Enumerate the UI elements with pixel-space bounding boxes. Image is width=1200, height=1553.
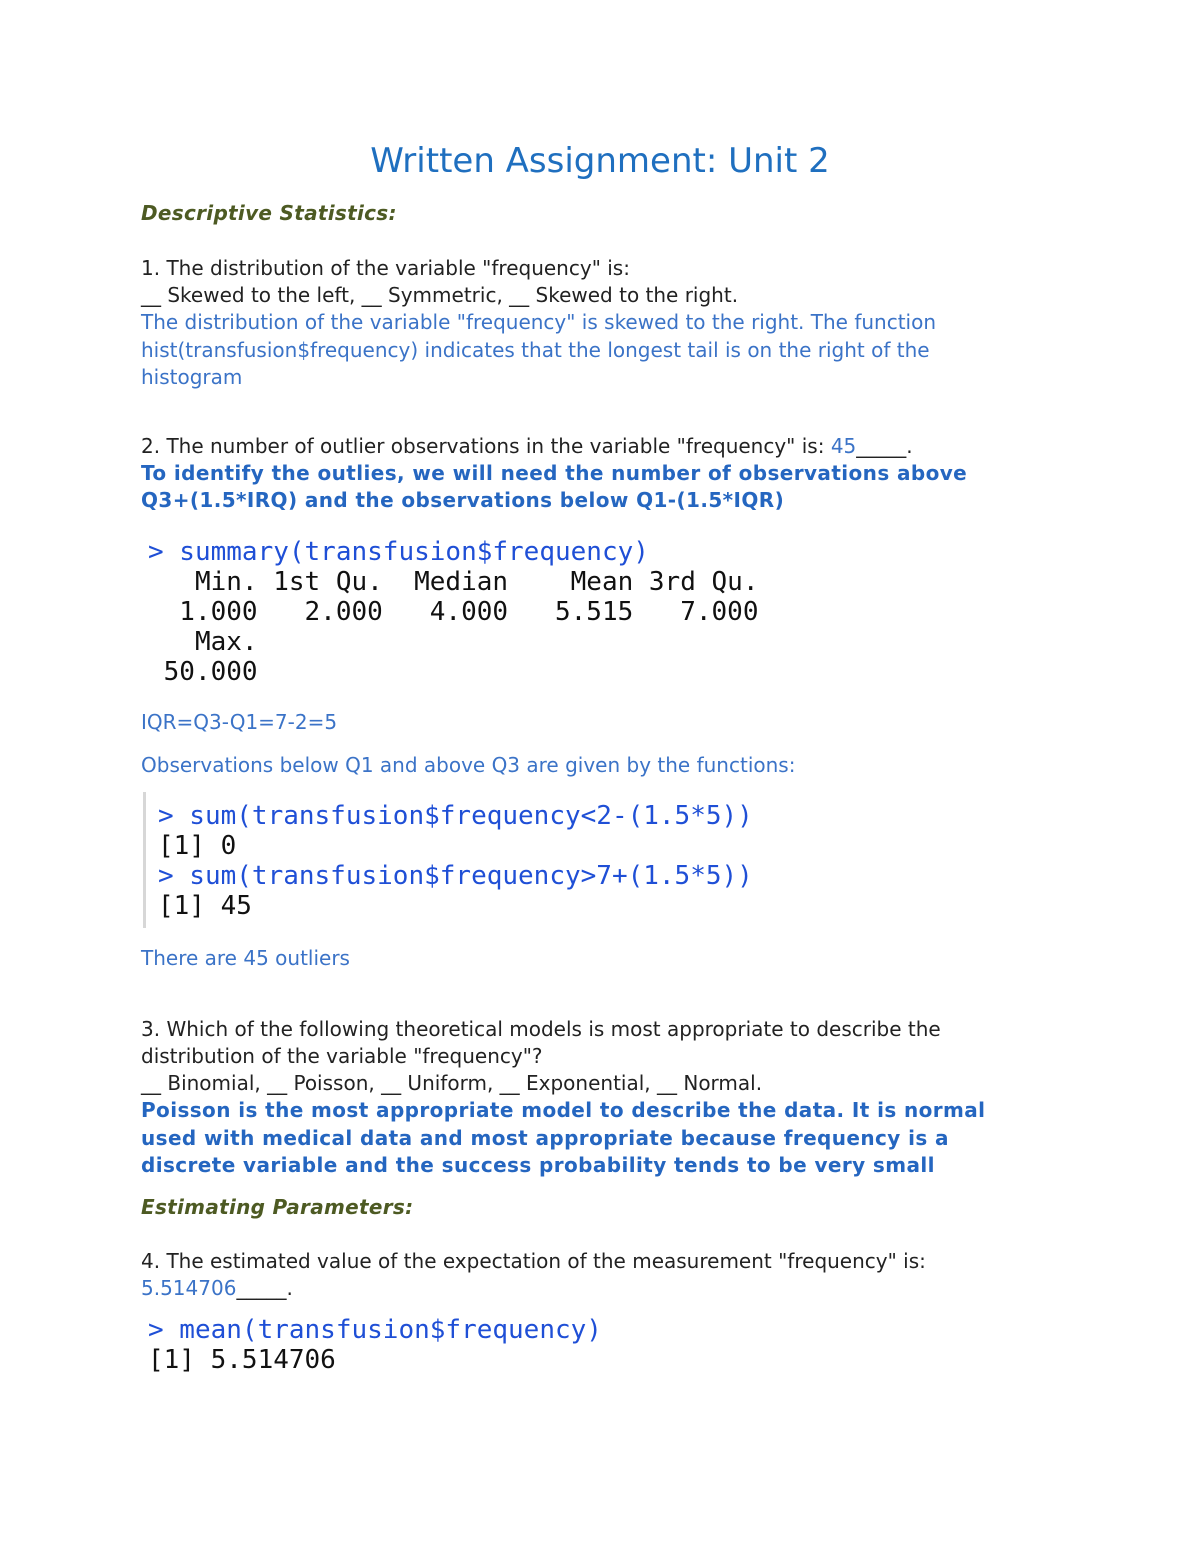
summary-code-block: [148, 537, 758, 687]
question-3-line-2: distribution of the variable "frequency"?: [141, 1044, 543, 1068]
question-1: 1. The distribution of the variable "frequency" is:: [141, 256, 630, 280]
question-2: [141, 433, 913, 460]
section-heading-descriptive: Descriptive Statistics:: [141, 201, 397, 225]
answer-3-line-2: used with medical data and most appropriate because frequency is a: [141, 1126, 949, 1150]
answer-2-value: 45: [830, 434, 857, 458]
answer-3-line-3: discrete variable and the success probability tends to be very small: [141, 1153, 935, 1177]
mean-code-block: [148, 1315, 602, 1375]
answer-2-blank: _____.: [856, 434, 913, 458]
summary-values-1: 1.000 2.000 4.000 5.515 7.000: [148, 597, 759, 627]
mean-output: [1] 5.514706: [148, 1345, 336, 1375]
answer-1-line-1: The distribution of the variable "frequency" is skewed to the right. The function: [141, 310, 937, 334]
question-3-options: __ Binomial, __ Poisson, __ Uniform, __ Exponential, __ Normal.: [141, 1071, 763, 1095]
question-1-options: __ Skewed to the left, __ Symmetric, __ Skewed to the right.: [141, 283, 739, 307]
sum-output-1: [1] 0: [158, 831, 237, 861]
mean-command: > mean(transfusion$frequency): [148, 1315, 602, 1345]
question-2-text: 2. The number of outlier observations in the variable "frequency" is:: [141, 434, 831, 458]
question-4: 4. The estimated value of the expectation of the measurement "frequency" is:: [141, 1249, 926, 1273]
summary-values-2: 50.000: [148, 657, 258, 687]
sum-code-block: [158, 801, 753, 921]
answer-4-blank: _____.: [236, 1276, 293, 1300]
question-3-line-1: 3. Which of the following theoretical models is most appropriate to describe the: [141, 1017, 941, 1041]
page-title: Written Assignment: Unit 2: [370, 141, 830, 181]
explanation-2-line-1: To identify the outlies, we will need the number of observations above: [141, 461, 968, 485]
summary-header-2: Max.: [148, 627, 258, 657]
explanation-2-line-2: Q3+(1.5*IRQ) and the observations below Q1-(1.5*IQR): [141, 488, 785, 512]
summary-header-1: Min. 1st Qu. Median Mean 3rd Qu.: [148, 567, 759, 597]
sum-output-2: [1] 45: [158, 891, 252, 921]
answer-1-line-3: histogram: [141, 365, 243, 389]
iqr-line: IQR=Q3-Q1=7-2=5: [141, 710, 338, 734]
section-heading-estimating: Estimating Parameters:: [141, 1195, 414, 1219]
outlier-conclusion: There are 45 outliers: [141, 946, 350, 970]
observations-line: Observations below Q1 and above Q3 are given by the functions:: [141, 753, 796, 777]
sum-command-2: > sum(transfusion$frequency>7+(1.5*5)): [158, 861, 753, 891]
answer-4-value: 5.514706: [141, 1276, 237, 1300]
answer-4: [141, 1275, 293, 1302]
answer-1-line-2: hist(transfusion$frequency) indicates that the longest tail is on the right of the: [141, 338, 930, 362]
answer-3-line-1: Poisson is the most appropriate model to describe the data. It is normal: [141, 1098, 986, 1122]
code-gutter-bar: [143, 792, 146, 928]
sum-command-1: > sum(transfusion$frequency<2-(1.5*5)): [158, 801, 753, 831]
summary-command: > summary(transfusion$frequency): [148, 537, 649, 567]
